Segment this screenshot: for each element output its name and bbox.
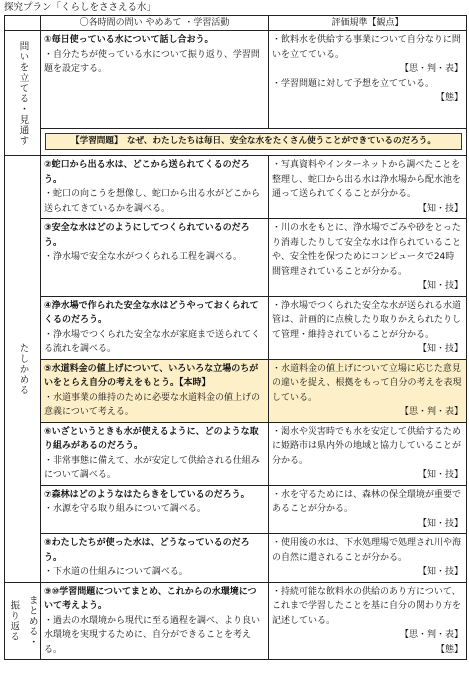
activity-text: ・自分たちが使っている水について振り返り、学習問題を設定する。 [44, 49, 260, 74]
question-text: ⑥いざというときも水が使えるように、どのような取り組みがあるのだろう。 [44, 426, 259, 451]
evaluation-cell [269, 422, 467, 485]
evaluation-text: ・浄水場でつくられた安全な水が送られる水道管は、計画的に点検したり取りかえられたりして管理・維持されていることが分かる。 [272, 300, 462, 340]
evaluation-cell [269, 156, 467, 219]
learning-problem: 【学習問題】 なぜ、わたしたちは毎日、安全な水をたくさん使うことができているのだろう。 [45, 133, 462, 150]
stage-cell [5, 582, 41, 660]
evaluation-tag: 【思・判・表】 [399, 64, 463, 74]
evaluation-cell [269, 296, 467, 359]
activity-cell [41, 582, 269, 660]
table-row-current [5, 359, 467, 422]
evaluation-tag: 【知・技】 [417, 203, 463, 214]
question-text: ②蛇口から出る水は、どこから送られてくるのだろう。 [44, 160, 250, 185]
question-text: ④浄水場で作られた安全な水はどうやっておくられてくるのだろう。 [44, 300, 259, 325]
activity-text: ・過去の水環境から現代に至る過程を調べ、より良い水環境を実現するために、自分ができることを考える。 [44, 615, 261, 655]
inquiry-plan-table [4, 15, 467, 660]
activity-cell [41, 359, 269, 422]
header-row [5, 16, 467, 31]
evaluation-cell [269, 534, 467, 583]
evaluation-cell [269, 31, 467, 129]
evaluation-text: ・渇水や災害時でも水を安定して供給するために姫路市は県内外の地域と協力していることが分かる。 [272, 426, 462, 466]
header-evaluation: 評価規準【観点】 [269, 16, 467, 31]
evaluation-tag: 【態】 [435, 93, 463, 103]
evaluation-text: ・飲料水を供給する事業について自分なりに問いを立てている。 [272, 35, 461, 60]
evaluation-tag: 【知・技】 [417, 567, 463, 577]
question-text: ⑧わたしたちが使った水は、どうなっているのだろう。 [44, 538, 250, 563]
problem-row [5, 129, 467, 156]
activity-text: ・浄水場で安全な水がつくられる工程を調べる。 [44, 252, 243, 262]
activity-cell [41, 422, 269, 485]
evaluation-tag: 【思・判・表】 [399, 407, 463, 417]
evaluation-cell [269, 219, 467, 297]
stage-label: 振り返る [8, 599, 20, 642]
table-row [5, 485, 467, 534]
header-stage [5, 16, 41, 31]
evaluation-text: ・川の水をもとに、浄水場でごみや砂をとったり消毒したりして安全な水は作られていることや、安全性を保つためにコンピュータで24時間管理されていることが分かる。 [272, 223, 462, 277]
stage-label: まとめる・ [26, 594, 38, 647]
activity-text: ・浄水場でつくられた安全な水が家庭まで送られてくる流れを調べる。 [44, 329, 261, 354]
table-row [5, 156, 467, 219]
question-text: ⑦森林はどのようなはたらきをしているのだろう。 [44, 489, 250, 500]
stage-cell [5, 31, 41, 156]
evaluation-text: ・写真資料やインターネットから調べたことを整理し、蛇口から出る水は浄水場から配水池を通って送られてくることが分かる。 [272, 160, 462, 199]
page-title: 探究プラン「くらしをささえる水」 [4, 2, 157, 13]
table-row [5, 582, 467, 660]
stage-label: 問いを立てる・見通す [17, 40, 29, 146]
evaluation-text: ・持続可能な飲料水の供給のあり方について、これまで学習したことを基に自分の関わり方を記述している。 [272, 586, 462, 626]
activity-cell [41, 219, 269, 297]
activity-cell [41, 296, 269, 359]
question-text: ③安全な水はどのようにしてつくられているのだろう。 [44, 223, 250, 248]
evaluation-tag: 【知・技】 [417, 344, 463, 354]
activity-cell [41, 31, 269, 129]
header-activity: 〇各時間の問い やめあて ・学習活動 [41, 16, 269, 31]
evaluation-cell [269, 485, 467, 534]
evaluation-text: ・水道料金の値上げについて立場に応じた意見の違いを捉え、根拠をもって自分の考えを表現している。 [272, 363, 462, 403]
question-text: ⑨⑩学習問題についてまとめ、これからの水環境について考えよう。 [44, 586, 257, 611]
evaluation-text: ・使用後の水は、下水処理場で処理され川や海の自然に還されることが分かる。 [272, 538, 462, 563]
stage-label: たしかめる [17, 342, 29, 395]
question-text: ⑤水道料金の値上げについて、いろいろな立場のちがいをとらえ自分の考えをもとう。【本時】 [44, 363, 259, 388]
question-text: ①毎日使っている水について話し合おう。 [44, 35, 214, 45]
problem-cell [41, 129, 467, 156]
table-row [5, 219, 467, 297]
table-row [5, 534, 467, 583]
activity-cell [41, 485, 269, 534]
evaluation-tag: 【知・技】 [417, 518, 463, 529]
activity-text: ・蛇口の向こうを想像し、蛇口から出る水がどこから送られてきているかを調べる。 [44, 189, 261, 214]
activity-cell [41, 534, 269, 583]
table-row [5, 422, 467, 485]
evaluation-tag: 【知・技】 [417, 470, 463, 480]
activity-text: ・非常事態に備えて、水が安定して供給される仕組みについて調べる。 [44, 455, 260, 480]
activity-cell [41, 156, 269, 219]
evaluation-text: ・学習問題に対して予想を立てている。 [272, 78, 435, 89]
table-row [5, 296, 467, 359]
stage-cell [5, 156, 41, 583]
evaluation-tag: 【態】 [435, 644, 463, 655]
evaluation-tag: 【思・判・表】 [399, 630, 463, 640]
activity-text: ・水源を守る取り組みについて調べる。 [44, 504, 206, 514]
activity-text: ・下水道の仕組みについて調べる。 [44, 567, 188, 577]
evaluation-cell [269, 582, 467, 660]
evaluation-text: ・水を守るためには、森林の保全環境が重要であることが分かる。 [272, 489, 462, 514]
evaluation-cell [269, 359, 467, 422]
table-row [5, 31, 467, 129]
activity-text: ・水道事業の維持のために必要な水道料金の値上げの意義について考える。 [44, 392, 261, 417]
evaluation-tag: 【知・技】 [417, 281, 463, 291]
